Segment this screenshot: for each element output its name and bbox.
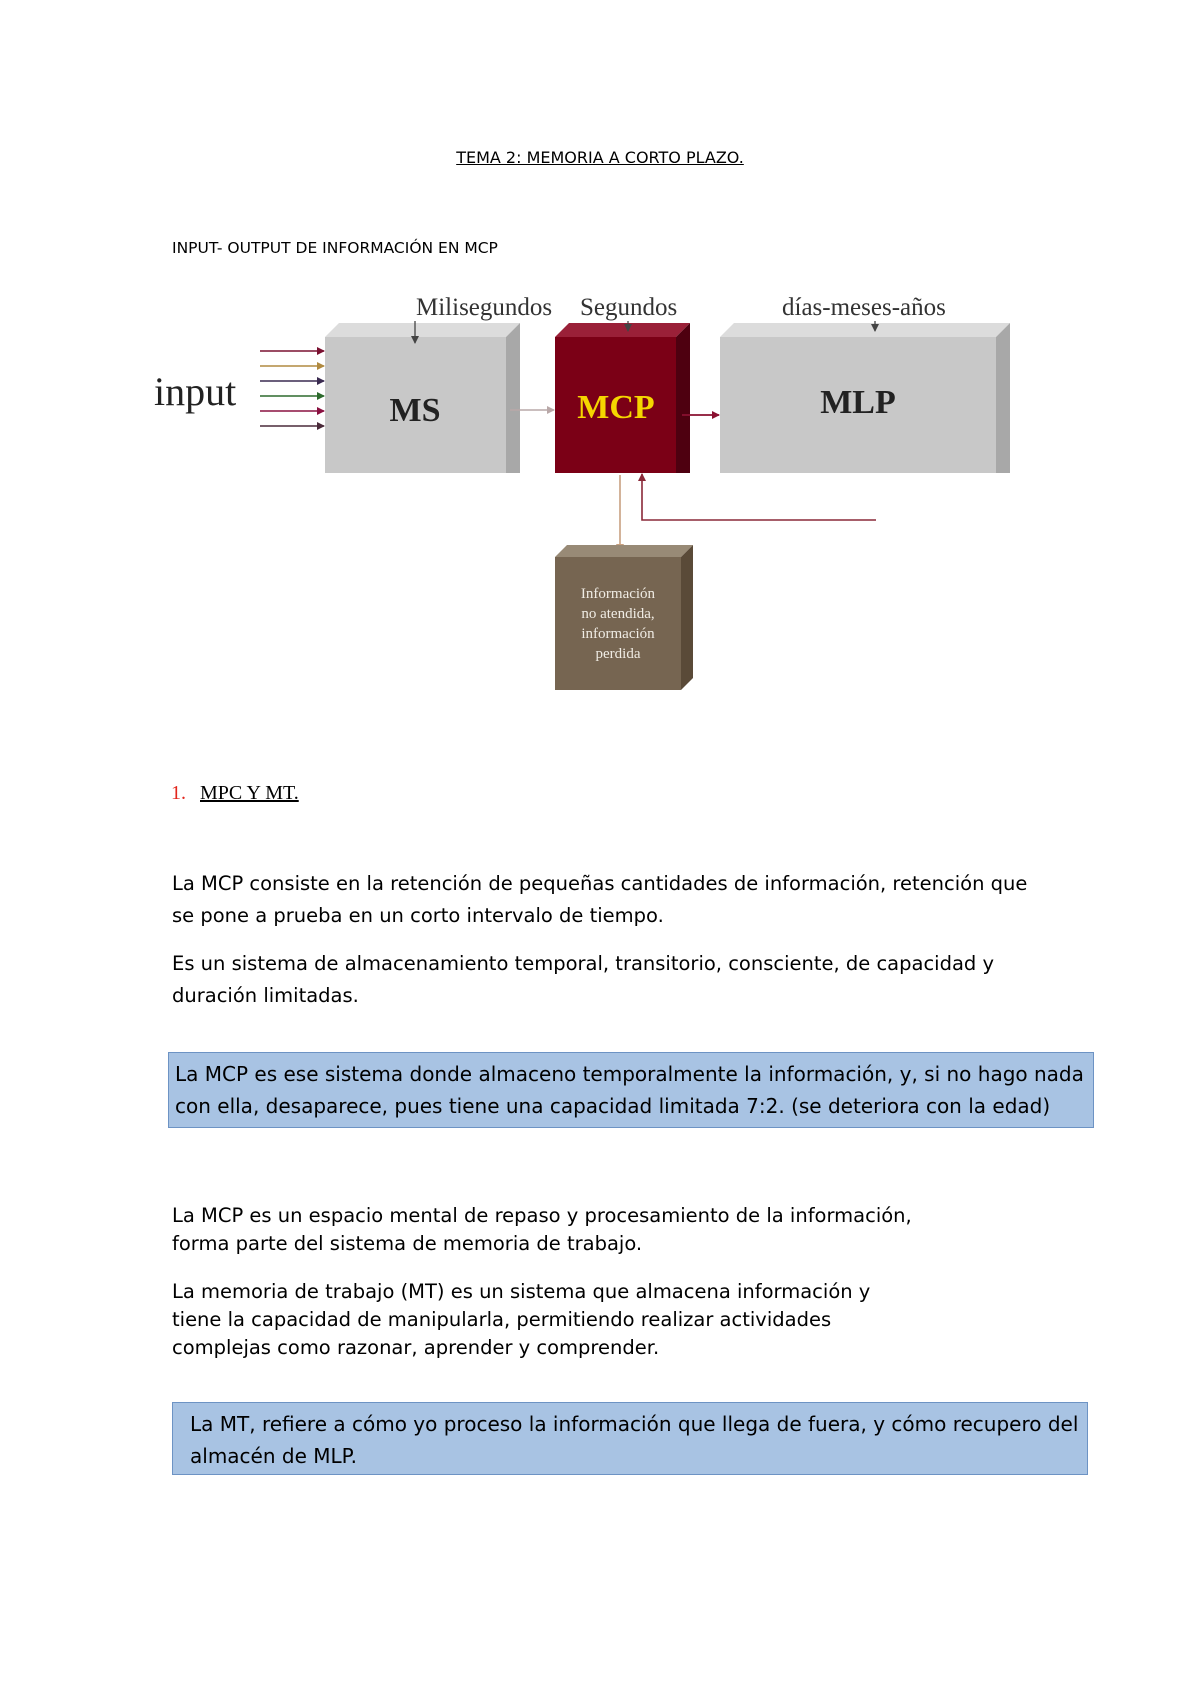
text-line: forma parte del sistema de memoria de trabajo.	[172, 1232, 643, 1255]
time-label-days-months-years: días-meses-años	[782, 294, 946, 321]
text-line: complejas como razonar, aprender y comprender.	[172, 1336, 660, 1359]
text-line: La MCP es un espacio mental de repaso y procesamiento de la información,	[172, 1204, 912, 1227]
input-arrows	[260, 351, 324, 426]
text-line: La MCP es ese sistema donde almaceno temporalmente la información, y, si no hago nada	[175, 1062, 1084, 1086]
text-line: almacén de MLP.	[190, 1444, 357, 1468]
mcp-box	[555, 323, 690, 473]
callout-mt	[172, 1402, 1088, 1475]
time-label-milliseconds: Milisegundos	[416, 294, 553, 321]
mlp-label: MLP	[820, 384, 896, 421]
document-title: TEMA 2: MEMORIA A CORTO PLAZO.	[456, 148, 744, 167]
text-line: tiene la capacidad de manipularla, permitiendo realizar actividades	[172, 1308, 832, 1331]
time-label-seconds: Segundos	[580, 294, 678, 321]
ms-label: MS	[389, 392, 441, 429]
lost-box-line-1: Información	[580, 586, 656, 602]
callout-mcp	[168, 1052, 1094, 1128]
text-line: se pone a prueba en un corto intervalo de tiempo.	[172, 904, 664, 927]
section-heading	[171, 782, 299, 805]
text-line: duración limitadas.	[172, 984, 359, 1007]
ms-box	[325, 323, 520, 473]
section-label: MPC Y MT.	[200, 782, 299, 804]
lost-box-line-3: información	[581, 626, 655, 642]
diagram-heading: INPUT- OUTPUT DE INFORMACIÓN EN MCP	[172, 239, 498, 257]
paragraph-mcp-system	[172, 948, 1072, 1012]
text-line: La memoria de trabajo (MT) es un sistema que almacena información y	[172, 1280, 871, 1303]
section-number: 1.	[171, 782, 186, 804]
input-label: input	[154, 369, 237, 414]
text-line: con ella, desaparece, pues tiene una capacidad limitada 7:2. (se deteriora con la edad)	[175, 1094, 1051, 1118]
text-line: Es un sistema de almacenamiento temporal, transitorio, consciente, de capacidad y	[172, 952, 995, 975]
memory-flow-diagram	[140, 285, 1040, 695]
paragraph-working-memory	[172, 1278, 1072, 1362]
text-line: La MCP consiste en la retención de pequeñas cantidades de información, retención que	[172, 872, 1028, 895]
mlp-box	[720, 323, 1010, 473]
lost-box-line-2: no atendida,	[581, 606, 655, 622]
text-line: La MT, refiere a cómo yo proceso la información que llega de fuera, y cómo recupero del	[190, 1412, 1079, 1436]
lost-information-box	[555, 545, 693, 690]
lost-box-line-4: perdida	[595, 646, 641, 662]
paragraph-mcp-definition	[172, 868, 1072, 932]
mcp-label: MCP	[577, 389, 655, 426]
paragraph-mental-space	[172, 1202, 1072, 1258]
